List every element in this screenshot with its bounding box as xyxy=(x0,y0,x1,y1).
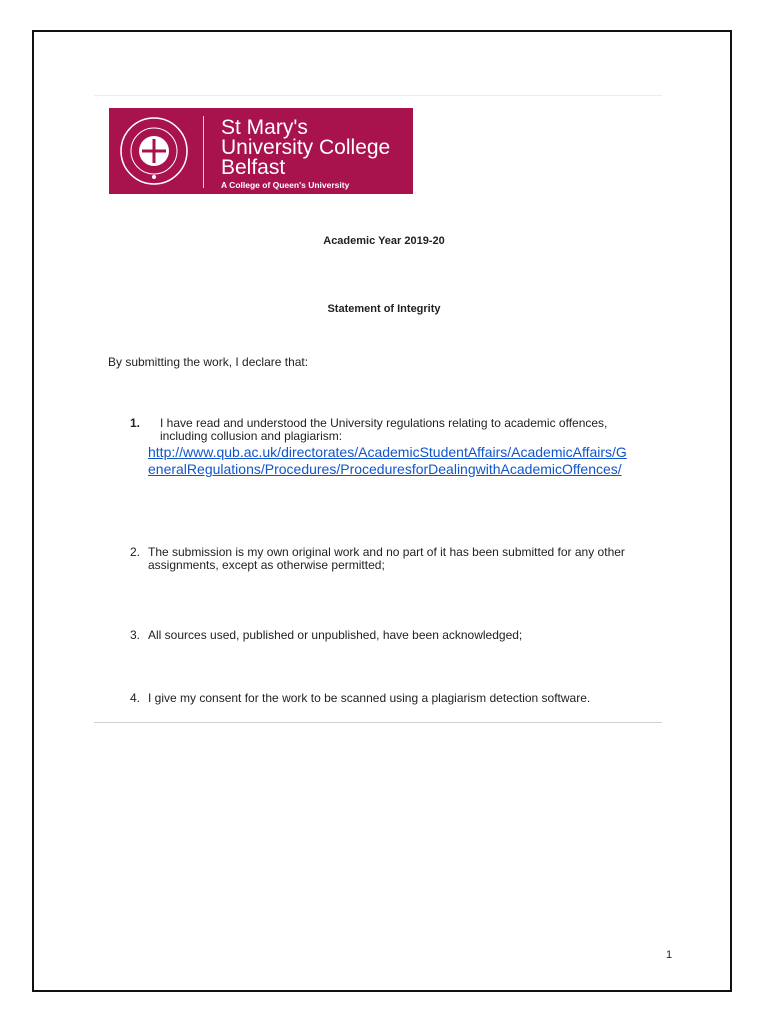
declaration-item-3 xyxy=(130,629,650,642)
college-name-line-2: University College xyxy=(221,136,391,159)
college-seal-icon xyxy=(119,116,189,186)
item-number: 1. xyxy=(130,416,141,430)
college-subtitle: A College of Queen's University xyxy=(221,180,350,190)
declaration-item-4 xyxy=(130,692,650,705)
header-rule xyxy=(94,95,662,96)
item-text: I have read and understood the University regulations relating to academic offences, including collusion and plagiarism: xyxy=(160,416,608,443)
item-text: I give my consent for the work to be scanned using a plagiarism detection software. xyxy=(148,691,591,705)
college-logo xyxy=(109,108,413,194)
intro-text: By submitting the work, I declare that: xyxy=(108,355,309,369)
statement-title: Statement of Integrity xyxy=(327,303,441,315)
academic-year-heading: Academic Year 2019-20 xyxy=(323,235,445,247)
college-name-line-1: St Mary's xyxy=(221,116,308,139)
footer-rule xyxy=(94,722,662,723)
page-number: 1 xyxy=(666,949,673,961)
item-number: 2. xyxy=(130,545,141,559)
declaration-item-2 xyxy=(130,546,650,572)
item-number: 3. xyxy=(130,628,141,642)
logo-divider xyxy=(203,116,204,188)
item-text: All sources used, published or unpublished, have been acknowledged; xyxy=(148,628,523,642)
regulations-link[interactable]: http://www.qub.ac.uk/directorates/AcademicStudentAffairs/AcademicAffairs/GeneralRegulations/Procedures/ProceduresforDealingwithAcademicOffences/ xyxy=(148,444,627,477)
declaration-item-1 xyxy=(130,417,650,478)
college-name-line-3: Belfast xyxy=(221,156,286,179)
item-text: The submission is my own original work and no part of it has been submitted for any other assignments, except as otherwise permitted; xyxy=(148,545,625,572)
item-number: 4. xyxy=(130,691,141,705)
